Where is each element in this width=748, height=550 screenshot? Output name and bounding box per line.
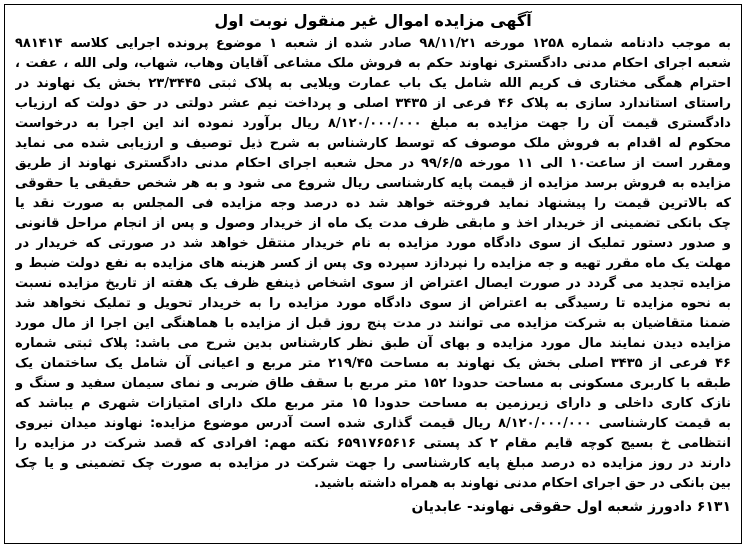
notice-signature: ۶۱۳۱ دادورز شعبه اول حقوقی نهاوند- عابدیان xyxy=(411,499,731,515)
body-line: مزایده تجدید می گردد در صورت ایصال اعتراض از سوی اشخاص ذینفع ظرف یک هفته از تاریخ مزایده نسبت xyxy=(15,276,731,291)
body-line: ضمنا متقاضیان به شرکت مزایده می توانند در مدت پنج روز قبل از مزایده با هماهنگی این اجرا از مال مورد xyxy=(15,316,731,331)
body-line: ۴۶ فرعی از ۳۴۳۵ اصلی بخش یک نهاوند به مساحت ۲۱۹/۴۵ متر مربع و اعیانی آن شامل یک ساختمان یک xyxy=(15,356,731,371)
body-line: طبقه با کاربری مسکونی به مساحت حدودا ۱۵۲ متر مربع با سقف طاق ضربی و نمای سیمان سفید و سنگ و xyxy=(15,376,731,391)
body-line: که بالاترین قیمت را پیشنهاد نماید فروخته خواهد شد ده درصد وجه مزایده فی المجلس به صورت نقد یا xyxy=(15,196,731,211)
body-line: احترام همگی مختاری ف کریم الله شامل یک باب عمارت ویلایی به پلاک ثبتی ۲۳/۳۴۴۵ بخش یک نهاوند در xyxy=(15,76,731,91)
body-line: دادگستری قیمت آن را جهت مزایده به مبلغ ۸/۱۲۰/۰۰۰/۰۰۰ ریال برآورد نموده اند این اجرا به درخواست xyxy=(15,116,731,131)
body-line: به نحوه مزایده تا رسیدگی به اعتراض از سوی دادگاه مورد مزایده را به خریدار تحویل و تملیک نخواهد شد xyxy=(15,296,731,311)
body-line: به قیمت کارشناسی ۸/۱۲۰/۰۰۰/۰۰۰ ریال قیمت گذاری شده است آدرس موضوع مزایده: نهاوند میدان نیروی xyxy=(15,416,731,431)
body-line: بین بانکی در حق اجرای احکام مدنی نهاوند به همراه داشته باشید. xyxy=(314,476,731,491)
auction-notice xyxy=(4,4,742,544)
body-line: و صدور دستور تملیک از سوی دادگاه مورد مزایده به نام خریدار منتقل خواهد شد در صورتی که خریدار در xyxy=(15,236,731,251)
body-line: چک بانکی تضمینی از خریدار اخذ و مابقی ظرف مدت یک ماه از خریدار وصول و پس از انجام مراحل قانونی xyxy=(15,216,731,231)
body-line: مزایده به فروش برسد مزایده از قیمت پایه کارشناسی ریال شروع می شود و به هر شخص حقیقی یا حقوقی xyxy=(15,176,731,191)
notice-title: آگهی مزایده اموال غیر منقول نوبت اول xyxy=(214,11,532,30)
body-line: مهلت یک ماه مقرر تهیه و جه مزایده را نپردازد سپرده وی پس از کسر هزینه های مزایده به نفع دولت ضبط و xyxy=(15,256,731,271)
body-line: نازک کاری داخلی و دارای زیرزمین به مساحت حدودا ۱۵ متر مربع ملک دارای امتیازات شهری م یباشد که xyxy=(15,396,731,411)
body-line: ومقرر است از ساعت۱۰ الی ۱۱ مورخه ۹۹/۶/۵ در محل شعبه اجرای احکام مدنی دادگستری نهاوند از طریق xyxy=(15,156,731,171)
body-line: راستای استاندارد سازی به پلاک ۴۶ فرعی از ۳۴۳۵ اصلی و پرداخت نیم عشر دولتی در حق دولت که ارزیاب xyxy=(15,96,731,111)
body-line: انتظامی خ بسیج کوچه قایم مقام ۲ کد پستی ۶۵۹۱۷۶۵۶۱۶ نکته مهم: افرادی که قصد شرکت در مزایده را xyxy=(15,436,731,451)
body-line: دارند در روز مزایده ده درصد مبلغ پایه کارشناسی را جهت شرکت در مزایده به صورت چک تضمینی و یا چک xyxy=(15,456,731,471)
body-line: شعبه اجرای احکام مدنی دادگستری نهاوند حکم به فروش ملک مشاعی آقایان وهاب، شهاب، ولی الله ، عفت ، xyxy=(15,56,731,71)
body-line: محکوم له اقدام به فروش ملک موصوف که توسط کارشناس به شرح ذیل توصیف و ارزیابی شده می نماید xyxy=(15,136,731,151)
notice-body xyxy=(15,34,731,494)
body-line: مزایده دیدن نمایند مال مورد مزایده و بهای آن طبق نظر کارشناس بدین شرح می باشد: پلاک ثبتی شماره xyxy=(15,336,731,351)
body-line: به موجب دادنامه شماره ۱۲۵۸ مورخه ۹۸/۱۱/۲۱ صادر شده از شعبه ۱ موضوع پرونده اجرایی کلاسه ۹۸۱۴۱۴ xyxy=(15,36,731,51)
